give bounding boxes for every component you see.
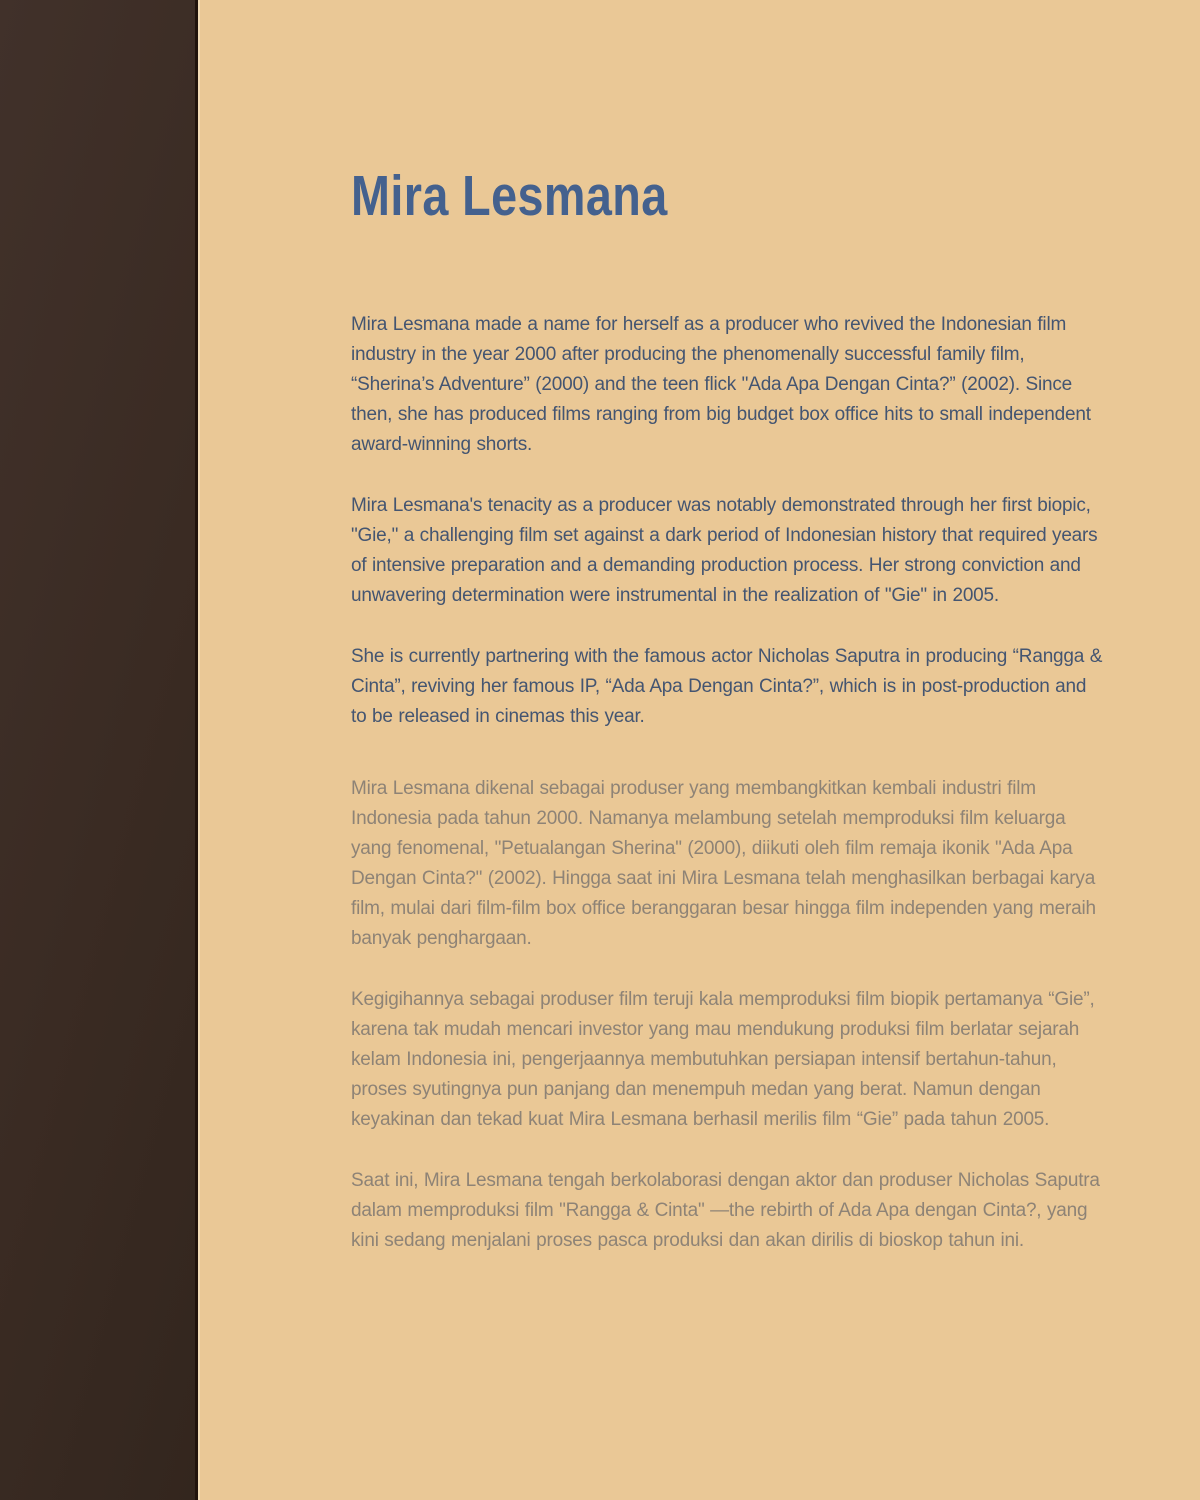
bio-indonesian-section [351,774,1110,1256]
bio-indonesian-paragraph-2: Kegigihannya sebagai produser film teruji kala memproduksi film biopik pertamanya “Gie”, karena tak mudah mencari investor yang mau mendukung produksi film berlatar sejarah kelam Indonesia ini, pengerjaannya membutuhkan persiapan intensif bertahun-tahun, proses syutingnya pun panjang dan menempuh medan yang berat. Namun dengan keyakinan dan tekad kuat Mira Lesmana berhasil merilis film “Gie” pada tahun 2005. [351,988,1095,1130]
bio-english-section [351,310,1110,732]
bio-english-paragraph-2: Mira Lesmana's tenacity as a producer was notably demonstrated through her first biopic, "Gie," a challenging film set against a dark period of Indonesian history that required years of intensive preparation and a demanding production process. Her strong conviction and unwavering determination were instrumental in the realization of "Gie" in 2005. [351,494,1098,606]
page-title: Mira Lesmana [351,164,668,228]
bio-page [198,0,1200,1500]
bio-english-paragraph-3: She is currently partnering with the famous actor Nicholas Saputra in producing “Rangga & Cinta”, reviving her famous IP, “Ada Apa Dengan Cinta?”, which is in post-production and to be released in cinemas this year. [351,645,1103,727]
bio-indonesian-paragraph-1: Mira Lesmana dikenal sebagai produser yang membangkitkan kembali industri film Indonesia pada tahun 2000. Namanya melambung setelah memproduksi film keluarga yang fenomenal, "Petualangan Sherina" (2000), diikuti oleh film remaja ikonik "Ada Apa Dengan Cinta?" (2002). Hingga saat ini Mira Lesmana telah menghasilkan berbagai karya film, mulai dari film-film box office beranggaran besar hingga film independen yang meraih banyak penghargaan. [351,777,1096,949]
bio-indonesian-paragraph-3: Saat ini, Mira Lesmana tengah berkolaborasi dengan aktor dan produser Nicholas Saputra dalam memproduksi film "Rangga & Cinta" —the rebirth of Ada Apa dengan Cinta?, yang kini sedang menjalani proses pasca produksi dan akan dirilis di bioskop tahun ini. [351,1169,1100,1251]
book-spine [0,0,198,1500]
bio-english-paragraph-1: Mira Lesmana made a name for herself as a producer who revived the Indonesian film industry in the year 2000 after producing the phenomenally successful family film, “Sherina’s Adventure” (2000) and the teen flick "Ada Apa Dengan Cinta?” (2002). Since then, she has produced films ranging from big budget box office hits to small independent award-winning shorts. [351,313,1091,455]
